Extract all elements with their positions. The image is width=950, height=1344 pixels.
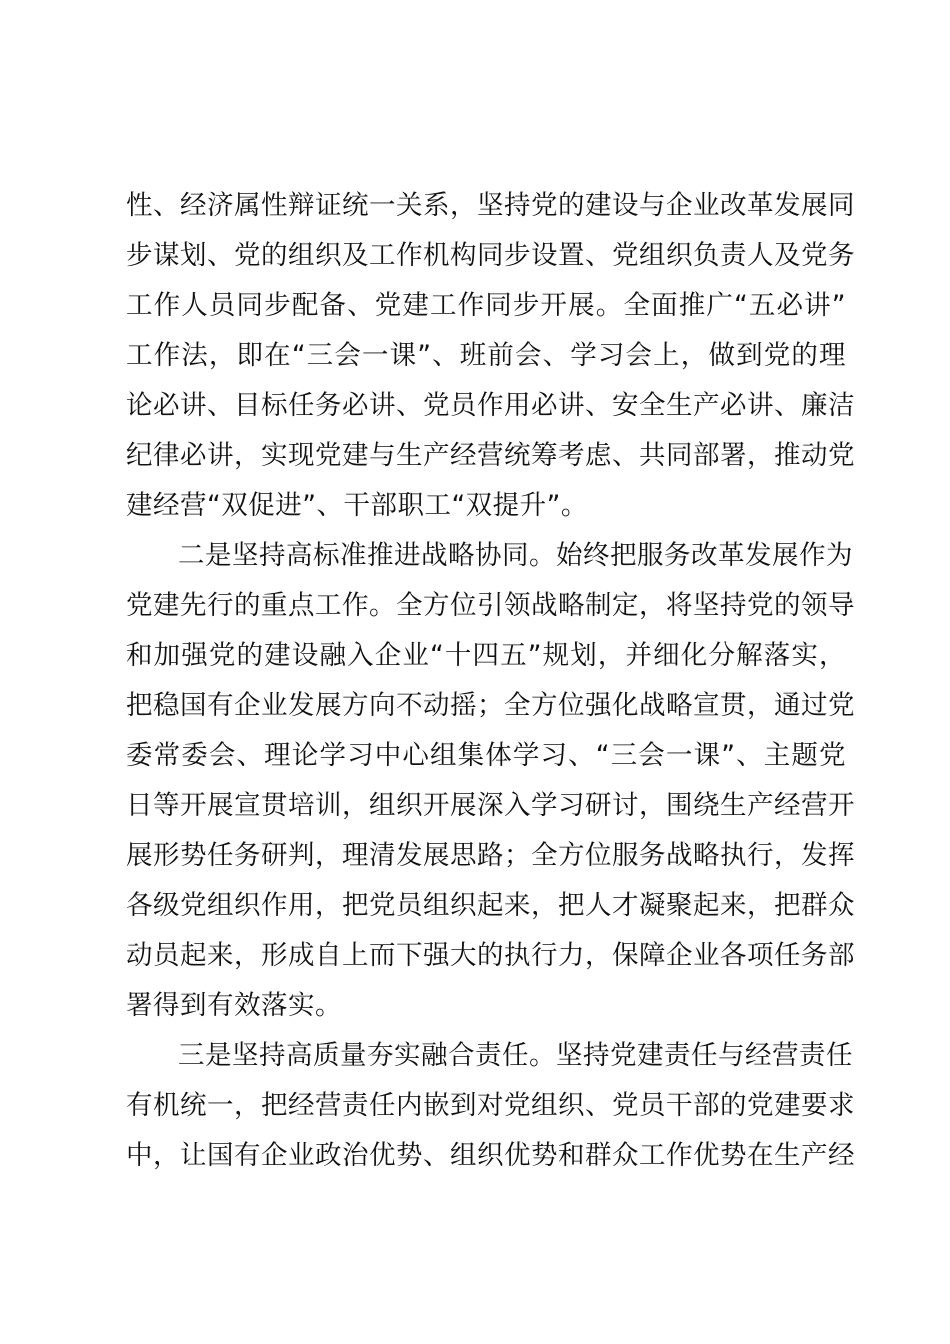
paragraph-line: 署得到有效落实。 <box>126 990 342 1021</box>
paragraph-line: 委常委会、理论学习中心组集体学习、“三会一课”、主题党 <box>126 740 846 771</box>
paragraph-line: 日等开展宣贯培训，组织开展深入学习研讨，围绕生产经营开 <box>126 790 855 821</box>
paragraph-line: 展形势任务研判，理清发展思路；全方位服务战略执行，发挥 <box>126 840 855 871</box>
paragraph-line: 各级党组织作用，把党员组织起来，把人才凝聚起来，把群众 <box>126 890 855 921</box>
paragraph-line: 把稳国有企业发展方向不动摇；全方位强化战略宣贯，通过党 <box>126 690 855 721</box>
paragraph-line: 建经营“双促进”、干部职工“双提升”。 <box>126 490 588 521</box>
paragraph-2 <box>126 531 855 1031</box>
paragraph-line: 动员起来，形成自上而下强大的执行力，保障企业各项任务部 <box>126 940 855 971</box>
paragraph-line: 党建先行的重点工作。全方位引领战略制定，将坚持党的领导 <box>126 590 855 621</box>
paragraph-line: 三是坚持高质量夯实融合责任。坚持党建责任与经营责任 <box>178 1040 853 1071</box>
paragraph-line: 步谋划、党的组织及工作机构同步设置、党组织负责人及党务 <box>126 240 855 271</box>
paragraph-1 <box>126 181 855 531</box>
paragraph-line: 纪律必讲，实现党建与生产经营统筹考虑、共同部署，推动党 <box>126 440 855 471</box>
paragraph-line: 和加强党的建设融入企业“十四五”规划，并细化分解落实， <box>126 640 846 671</box>
paragraph-line: 有机统一，把经营责任内嵌到对党组织、党员干部的党建要求 <box>126 1090 855 1121</box>
paragraph-line: 工作人员同步配备、党建工作同步开展。全面推广“五必讲” <box>126 290 846 321</box>
paragraph-line: 二是坚持高标准推进战略协同。始终把服务改革发展作为 <box>178 540 853 571</box>
body-text <box>126 181 855 1181</box>
paragraph-line: 性、经济属性辩证统一关系，坚持党的建设与企业改革发展同 <box>126 190 855 221</box>
paragraph-3 <box>126 1031 855 1181</box>
paragraph-line: 工作法，即在“三会一课”、班前会、学习会上，做到党的理 <box>126 340 846 371</box>
paragraph-line: 中，让国有企业政治优势、组织优势和群众工作优势在生产经 <box>126 1140 855 1171</box>
paragraph-line: 论必讲、目标任务必讲、党员作用必讲、安全生产必讲、廉洁 <box>126 390 855 421</box>
